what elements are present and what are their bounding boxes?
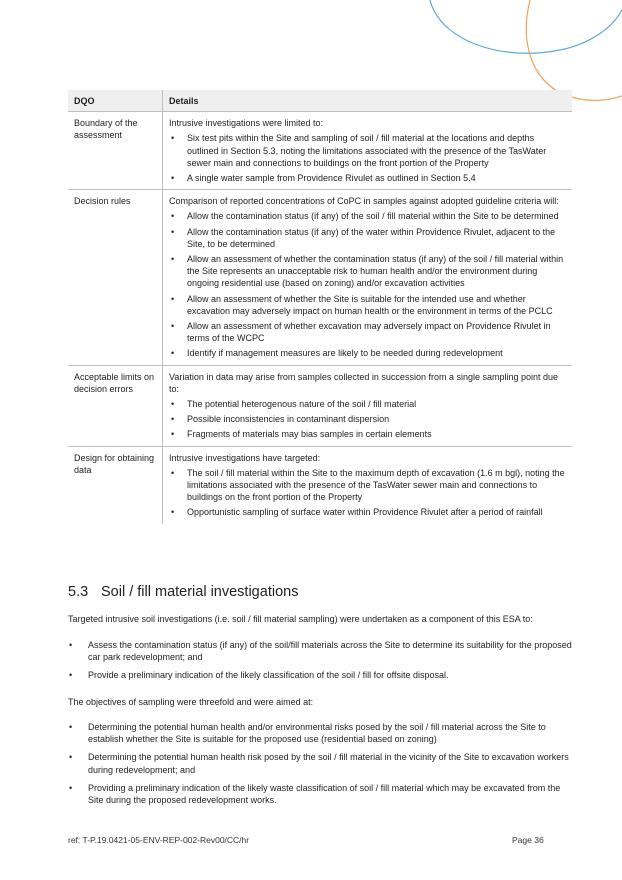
list-item: • Allow an assessment of whether the Site is suitable for the intended use and whether excavation may adversely impact on human health or the environment in terms of the PCLC xyxy=(169,293,566,317)
objectives-list xyxy=(68,721,572,812)
objectives-intro: The objectives of sampling were threefold and were aimed at: xyxy=(68,697,314,707)
table-row xyxy=(68,190,572,365)
row-intro: Variation in data may arise from samples collected in succession from a single sampling point due to: xyxy=(169,371,559,394)
list-item: • Allow an assessment of whether the contamination status (if any) of the soil / fill material within the Site represents an unacceptable risk to human health and/or the environment during ongoing residential use (based on zoning) and/or excavation activities xyxy=(169,253,566,290)
row-intro: Intrusive investigations were limited to: xyxy=(169,118,324,129)
footer-reference: ref: T-P.19.0421-05-ENV-REP-002-Rev00/CC/hr xyxy=(68,835,250,845)
section-number: 5.3 xyxy=(68,584,89,600)
row-details xyxy=(163,190,573,365)
list-item: • Determining the potential human health risk posed by the soil / fill material in the vicinity of the Site to excavation workers during redevelopment; and xyxy=(68,751,572,775)
row-label: Acceptable limits on decision errors xyxy=(68,365,163,446)
row-intro: Intrusive investigations have targeted: xyxy=(169,452,321,463)
list-item: • Providing a preliminary indication of the likely waste classification of soil / fill material which may be excavated from the Site during the proposed redevelopment works. xyxy=(68,782,572,806)
row-details xyxy=(163,446,573,524)
list-item: • Determining the potential human health and/or environmental risks posed by the soil / fill material across the Site to establish whether the Site is suitable for the proposed use (residential based on zoning) xyxy=(68,721,572,745)
row-details xyxy=(163,112,573,190)
list-item: • Possible inconsistencies in contaminant dispersion xyxy=(169,413,566,425)
list-item: • Opportunistic sampling of surface water within Providence Rivulet after a period of rainfall xyxy=(169,506,566,518)
list-item: • Fragments of materials may bias samples in certain elements xyxy=(169,428,566,440)
table-header-row xyxy=(68,90,572,112)
list-item: • Identify if management measures are likely to be needed during redevelopment xyxy=(169,347,566,359)
section-intro: Targeted intrusive soil investigations (i.e. soil / fill material sampling) were undertaken as a component of this ESA to: xyxy=(68,614,533,624)
decorative-blue-curve xyxy=(430,0,622,53)
list-item: • Allow the contamination status (if any) of the soil / fill material within the Site to be determined xyxy=(169,210,566,222)
row-bullets xyxy=(169,398,566,441)
row-intro: Comparison of reported concentrations of CoPC in samples against adopted guideline criteria will: xyxy=(169,196,559,207)
row-label: Decision rules xyxy=(68,190,163,365)
list-item: • Allow an assessment of whether excavation may adversely impact on Providence Rivulet in terms of the WCPC xyxy=(169,320,566,344)
list-item: • The soil / fill material within the Site to the maximum depth of excavation (1.6 m bgl), noting the limitations associated with the presence of the TasWater sewer main and connections to buildings on the front portion of the Property xyxy=(169,467,566,504)
column-header-details: Details xyxy=(163,90,573,112)
row-bullets xyxy=(169,467,566,519)
table-row xyxy=(68,446,572,524)
list-item: • Provide a preliminary indication of the likely classification of the soil / fill for offsite disposal. xyxy=(68,669,572,681)
row-bullets xyxy=(169,132,566,184)
list-item: • Six test pits within the Site and sampling of soil / fill material at the locations and depths outlined in Section 5.3, noting the limitations associated with the presence of the TasWater sewer main and connections to buildings on the front portion of the Property xyxy=(169,132,566,169)
section-heading xyxy=(68,584,298,600)
footer-page-number: Page 36 xyxy=(512,835,544,845)
section-title: Soil / fill material investigations xyxy=(101,584,299,600)
dqo-table xyxy=(68,90,572,524)
list-item: • Assess the contamination status (if any) of the soil/fill materials across the Site to determine its suitability for the proposed car park redevelopment; and xyxy=(68,639,572,663)
table-row xyxy=(68,112,572,190)
purpose-list xyxy=(68,639,572,688)
list-item: • A single water sample from Providence Rivulet as outlined in Section 5.4 xyxy=(169,172,566,184)
row-bullets xyxy=(169,210,566,359)
decorative-orange-curve xyxy=(526,0,622,100)
row-label: Boundary of the assessment xyxy=(68,112,163,190)
row-label: Design for obtaining data xyxy=(68,446,163,524)
list-item: • Allow the contamination status (if any) of the water within Providence Rivulet, adjacent to the Site, to be determined xyxy=(169,226,566,250)
row-details xyxy=(163,365,573,446)
list-item: • The potential heterogenous nature of the soil / fill material xyxy=(169,398,566,410)
column-header-dqo: DQO xyxy=(68,90,163,112)
table-row xyxy=(68,365,572,446)
